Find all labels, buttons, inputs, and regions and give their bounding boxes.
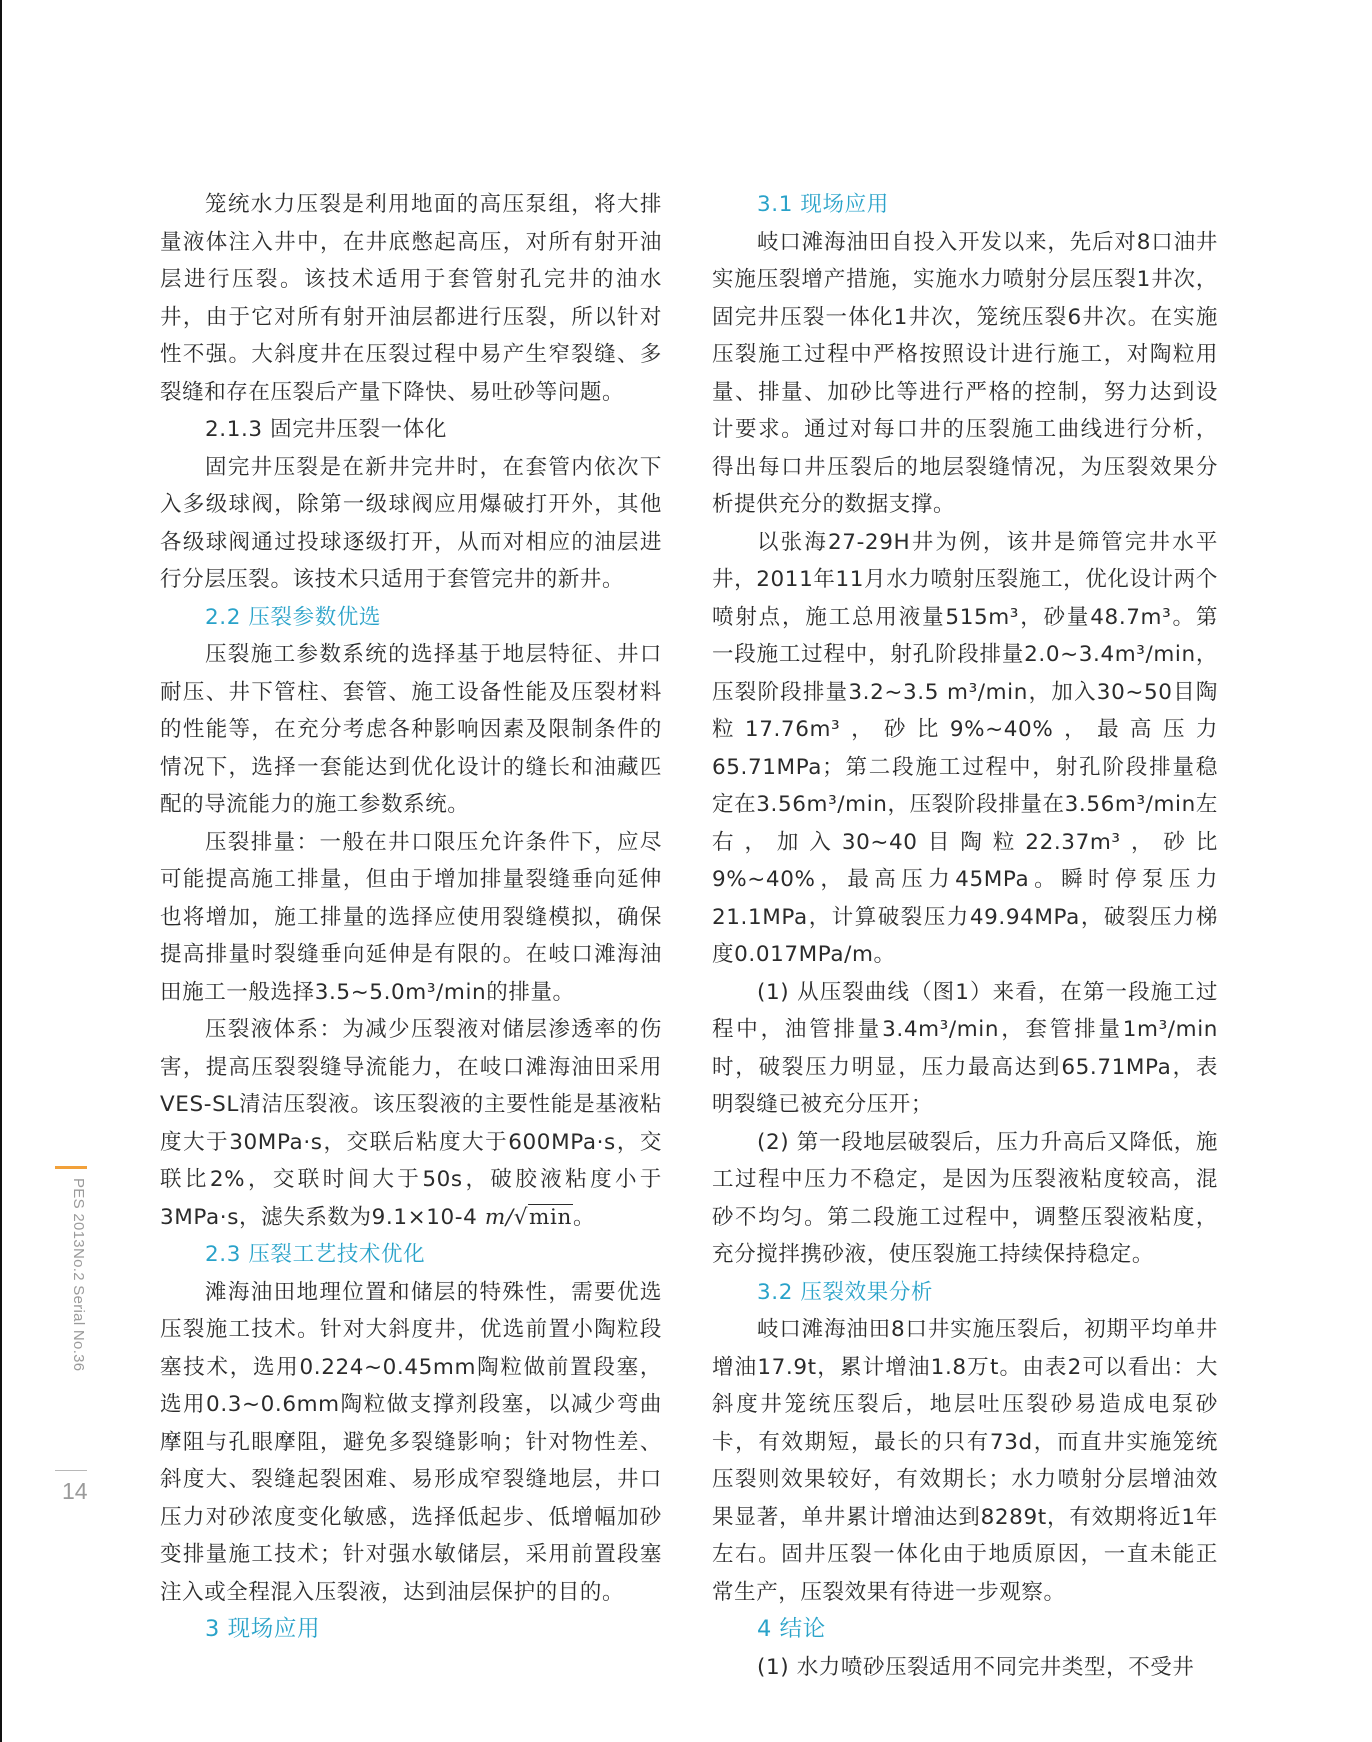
paragraph: 滩海油田地理位置和储层的特殊性，需要优选压裂施工技术。针对大斜度井，优选前置小陶粒段塞技术，选用0.224~0.45mm陶粒做前置段塞，选用0.3~0.6mm陶粒做支撑剂段塞，以减少弯曲摩阻与孔眼摩阻，避免多裂缝影响；针对物性差、斜度大、裂缝起裂困难、易形成窄裂缝地层，井口压力对砂浓度变化敏感，选择低起步、低增幅加砂变排量施工技术；针对强水敏储层，采用前置段塞注入或全程混入压裂液，达到油层保护的目的。 <box>160 1279 662 1605</box>
section-heading-2-3: 2.3 压裂工艺技术优化 <box>205 1242 426 1267</box>
formula-unit-min: min <box>529 1204 572 1230</box>
section-heading-3: 3 现场应用 <box>205 1616 321 1642</box>
paragraph: (1) 水力喷砂压裂适用不同完井类型，不受井 <box>757 1654 1195 1680</box>
paragraph-with-formula <box>160 1011 662 1236</box>
section-heading-4: 4 结论 <box>757 1616 826 1642</box>
paragraph: (1) 从压裂曲线（图1）来看，在第一段施工过程中，油管排量3.4m³/min，套管排量1m³/min时，破裂压力明显，压力最高达到65.71MPa，表明裂缝已被充分压开； <box>712 979 1218 1117</box>
paragraph: 岐口滩海油田自投入开发以来，先后对8口油井实施压裂增产措施，实施水力喷射分层压裂1井次，固完井压裂一体化1井次，笼统压裂6井次。在实施压裂施工过程中严格按照设计进行施工，对陶粒用量、排量、加砂比等进行严格的控制，努力达到设计要求。通过对每口井的压裂施工曲线进行分析，得出每口井压裂后的地层裂缝情况，为压裂效果分析提供充分的数据支撑。 <box>712 229 1218 517</box>
paragraph: 固完井压裂是在新井完井时，在套管内依次下入多级球阀，除第一级球阀应用爆破打开外，其他各级球阀通过投球逐级打开，从而对相应的油层进行分层压裂。该技术只适用于套管完井的新井。 <box>160 454 662 592</box>
paragraph: 岐口滩海油田8口井实施压裂后，初期平均单井增油17.9t，累计增油1.8万t。由表2可以看出：大斜度井笼统压裂后，地层吐压裂砂易造成电泵砂卡，有效期短，最长的只有73d，而直井实施笼统压裂则效果较好，有效期长；水力喷射分层增油效果显著，单井累计增油达到8289t，有效期将近1年左右。固井压裂一体化由于地质原因，一直未能正常生产，压裂效果有待进一步观察。 <box>712 1317 1218 1605</box>
formula-slash: / <box>505 1204 514 1230</box>
section-heading-3-2: 3.2 压裂效果分析 <box>757 1279 934 1305</box>
paragraph: 压裂排量：一般在井口限压允许条件下，应尽可能提高施工排量，但由于增加排量裂缝垂向延伸也将增加，施工排量的选择应使用裂缝模拟，确保提高排量时裂缝垂向延伸是有限的。在岐口滩海油田施工一般选择3.5~5.0m³/min的排量。 <box>160 829 662 1005</box>
sentence-end: 。 <box>572 1204 596 1230</box>
margin-accent-rule <box>55 1166 87 1169</box>
subsection-heading-2-1-3: 2.1.3 固完井压裂一体化 <box>205 417 447 442</box>
left-column <box>160 186 662 1649</box>
paragraph: (2) 第一段地层破裂后，压力升高后又降低，施工过程中压力不稳定，是因为压裂液粘度较高，混砂不均匀。第二段施工过程中，调整压裂液粘度，充分搅拌携砂液，使压裂施工持续保持稳定。 <box>712 1129 1218 1267</box>
margin-divider <box>55 1470 87 1471</box>
page-number: 14 <box>62 1478 88 1504</box>
paragraph: 笼统水力压裂是利用地面的高压泵组，将大排量液体注入井中，在井底憋起高压，对所有射开油层进行压裂。该技术适用于套管射孔完井的油水井，由于它对所有射开油层都进行压裂，所以针对性不强。大斜度井在压裂过程中易产生窄裂缝、多裂缝和存在压裂后产量下降快、易吐砂等问题。 <box>160 192 662 405</box>
paragraph: 以张海27-29H井为例，该井是筛管完井水平井，2011年11月水力喷射压裂施工，优化设计两个喷射点，施工总用液量515m³，砂量48.7m³。第一段施工过程中，射孔阶段排量2.0~3.4m³/min，压裂阶段排量3.2~3.5 m³/min，加入30~50目陶粒17.76m³，砂比9%~40%，最高压力65.71MPa；第二段施工过程中，射孔阶段排量稳定在3.56m³/min，压裂阶段排量在3.56m³/min左右，加入30~40目陶粒22.37m³，砂比9%~40%，最高压力45MPa。瞬时停泵压力21.1MPa，计算破裂压力49.94MPa，破裂压力梯度0.017MPa/m。 <box>712 529 1218 967</box>
section-heading-3-1: 3.1 现场应用 <box>757 192 889 217</box>
paragraph-text: 压裂液体系：为减少压裂液对储层渗透率的伤害，提高压裂裂缝导流能力，在岐口滩海油田采用VES-SL清洁压裂液。该压裂液的主要性能是基液粘度大于30MPa·s，交联后粘度大于600MPa·s，交联比2%，交联时间大于50s，破胶液粘度小于3MPa·s，滤失系数为9.1×10-4 <box>160 1017 662 1230</box>
filtration-coefficient-formula <box>485 1204 573 1230</box>
journal-issue-label: PES 2013No.2 Serial No.36 <box>70 1178 87 1372</box>
right-column <box>712 186 1218 1686</box>
section-heading-2-2: 2.2 压裂参数优选 <box>205 604 382 630</box>
page-edge-line <box>0 0 2 1742</box>
paragraph: 压裂施工参数系统的选择基于地层特征、井口耐压、井下管柱、套管、施工设备性能及压裂材料的性能等，在充分考虑各种影响因素及限制条件的情况下，选择一套能达到优化设计的缝长和油藏匹配的导流能力的施工参数系统。 <box>160 642 662 817</box>
formula-unit-m: m <box>484 1204 506 1230</box>
sqrt-symbol: √ <box>513 1204 529 1230</box>
